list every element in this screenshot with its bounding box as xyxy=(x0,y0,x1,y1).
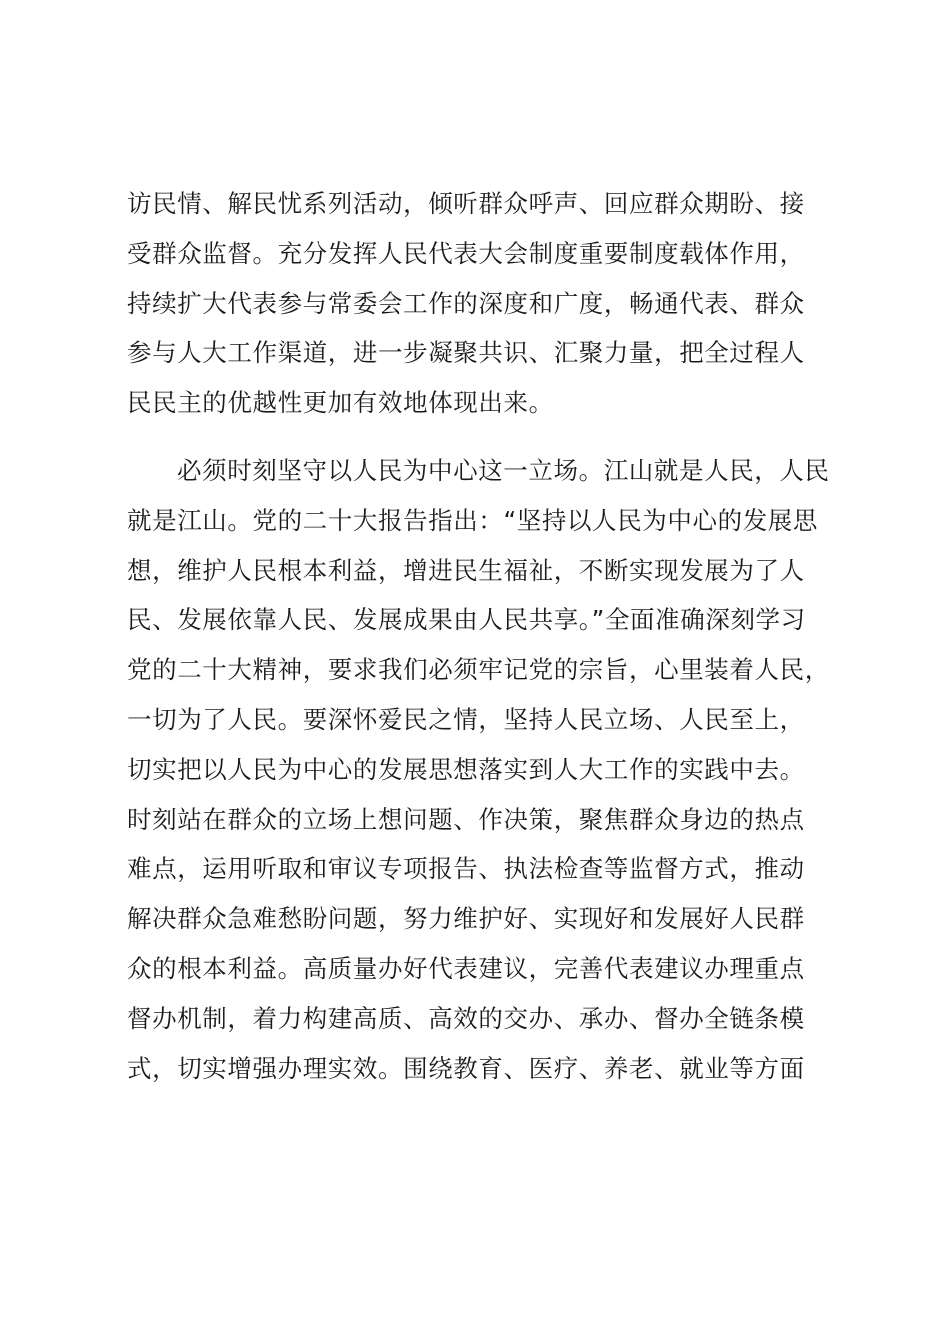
text-line: 民、发展依靠人民、发展成果由人民共享。”全面准确深刻学习 xyxy=(127,605,806,635)
text-line: 督办机制，着力构建高质、高效的交办、承办、督办全链条模 xyxy=(127,1003,805,1033)
text-line: 持续扩大代表参与常委会工作的深度和广度，畅通代表、群众 xyxy=(127,288,805,318)
text-line: 想，维护人民根本利益，增进民生福祉，不断实现发展为了人 xyxy=(127,555,805,585)
text-line: 众的根本利益。高质量办好代表建议，完善代表建议办理重点 xyxy=(127,953,805,983)
text-line: 民民主的优越性更加有效地体现出来。 xyxy=(127,388,554,418)
text-line: 访民情、解民忧系列活动，倾听群众呼声、回应群众期盼、接 xyxy=(127,189,805,218)
text-line: 一切为了人民。要深怀爱民之情，坚持人民立场、人民至上， xyxy=(127,704,805,734)
text-line: 受群众监督。充分发挥人民代表大会制度重要制度载体作用， xyxy=(127,238,805,268)
text-line: 就是江山。党的二十大报告指出：“坚持以人民为中心的发展思 xyxy=(127,505,818,535)
text-line: 解决群众急难愁盼问题，努力维护好、实现好和发展好人民群 xyxy=(127,904,805,934)
text-line: 式，切实增强办理实效。围绕教育、医疗、养老、就业等方面 xyxy=(127,1053,805,1083)
text-line: 难点，运用听取和审议专项报告、执法检查等监督方式，推动 xyxy=(127,854,805,884)
text-line: 参与人大工作渠道，进一步凝聚共识、汇聚力量，把全过程人 xyxy=(127,338,805,368)
text-line: 党的二十大精神，要求我们必须牢记党的宗旨，心里装着人民， xyxy=(127,655,830,685)
paragraph-2 xyxy=(127,446,837,1093)
text-line-indented: 必须时刻坚守以人民为中心这一立场。江山就是人民，人民 xyxy=(177,456,830,485)
paragraph-1 xyxy=(127,179,837,428)
text-line: 时刻站在群众的立场上想问题、作决策，聚焦群众身边的热点 xyxy=(127,804,805,834)
text-line: 切实把以人民为中心的发展思想落实到人大工作的实践中去。 xyxy=(127,754,805,784)
